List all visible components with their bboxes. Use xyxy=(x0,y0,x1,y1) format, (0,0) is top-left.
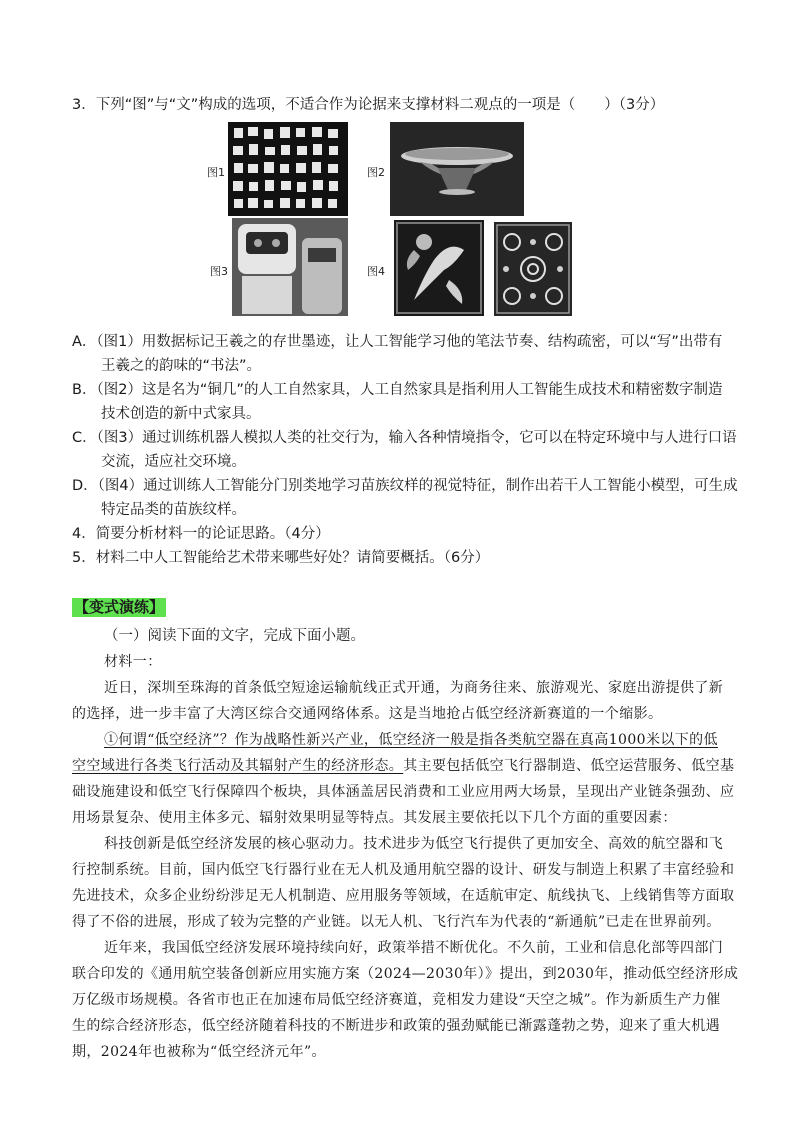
passage-p3-line-1: 科技创新是低空经济发展的核心驱动力。技术进步为低空飞行提供了更加安全、高效的航空器和飞 xyxy=(104,836,724,852)
option-b-line-2: 技术创造的新中式家具。 xyxy=(101,406,261,422)
question-5: 5．材料二中人工智能给艺术带来哪些好处？请简要概括。（6分） xyxy=(72,550,490,566)
question-4: 4．简要分析材料一的论证思路。（4分） xyxy=(72,526,330,542)
passage-p4-line-1: 近年来，我国低空经济发展环境持续向好，政策举措不断优化。不久前，工业和信息化部等四部门 xyxy=(104,940,724,956)
figure-2-label: 图2 xyxy=(367,166,385,179)
figure-1-calligraphy-image xyxy=(228,122,348,216)
passage-p4-line-4: 生的综合经济形态，低空经济随着科技的不断进步和政策的强劲赋能已渐露蓬勃之势，迎来了重大机遇 xyxy=(72,1018,720,1034)
passage-p3-line-2: 行控制系统。目前，国内低空飞行器行业在无人机及通用航空器的设计、研发与制造上积累了丰富经验和 xyxy=(72,862,735,878)
passage-p4-line-3: 万亿级市场规模。各省市也正在加速布局低空经济赛道，竞相发力建设“天空之城”。作为新质生产力催 xyxy=(72,992,721,1008)
passage-p2-line-2 xyxy=(72,757,734,775)
option-c-line-1: C．（图3）通过训练机器人模拟人类的社交行为，输入各种情境指令，它可以在特定环境中与人进行口语 xyxy=(72,430,737,446)
figure-4-label: 图4 xyxy=(367,265,385,278)
passage-p2-line-3: 础设施建设和低空飞行保障四个板块，具体涵盖居民消费和工业应用两大场景，呈现出产业链条强劲、应 xyxy=(72,784,735,800)
figure-3-robot-image xyxy=(232,218,348,316)
material-label: 材料一： xyxy=(104,654,162,670)
passage-p4-line-5: 期，2024年也被称为“低空经济元年”。 xyxy=(72,1044,326,1060)
passage-intro: （一）阅读下面的文字，完成下面小题。 xyxy=(104,628,365,644)
option-c-line-2: 交流，适应社交环境。 xyxy=(101,454,246,470)
passage-p1-line-2: 的选择，进一步丰富了大湾区综合交通网络体系。这是当地抢占低空经济新赛道的一个缩影。 xyxy=(72,706,663,722)
figure-3-label: 图3 xyxy=(210,265,228,278)
option-a-line-1: A．（图1）用数据标记王羲之的存世墨迹，让人工智能学习他的笔法节奏、结构疏密，可以“写”出带有 xyxy=(72,334,723,350)
passage-p4-line-2: 联合印发的《通用航空装备创新应用实施方案（2024—2030年）》提出，到2030年，推动低空经济形成 xyxy=(72,966,739,982)
option-d-line-2: 特定品类的苗族纹样。 xyxy=(101,502,246,518)
passage-p2-rest: 其主要包括低空飞行器制造、低空运营服务、低空基 xyxy=(403,758,735,774)
question-3-stem: 3．下列“图”与“文”构成的选项，不适合作为论据来支撑材料二观点的一项是（ ）（3分） xyxy=(72,97,665,113)
figure-4-phoenix-pattern-image xyxy=(394,220,484,316)
figure-1-label: 图1 xyxy=(207,166,225,179)
passage-p1-line-1: 近日，深圳至珠海的首条低空短途运输航线正式开通，为商务往来、旅游观光、家庭出游提供了新 xyxy=(104,680,724,696)
figure-4-floral-pattern-image xyxy=(494,222,572,316)
passage-p3-line-3: 先进技术，众多企业纷纷涉足无人机制造、应用服务等领域，在适航审定、航线执飞、上线销售等方面取 xyxy=(72,888,735,904)
option-a-line-2: 王羲之的韵味的“书法”。 xyxy=(101,358,262,374)
passage-p3-line-4: 得了不俗的进展，形成了较为完整的产业链。以无人机、飞行汽车为代表的“新通航”已走在世界前列。 xyxy=(72,914,721,930)
option-d-line-1: D．（图4）通过训练人工智能分门别类地学习苗族纹样的视觉特征，制作出若干人工智能小模型，可生成 xyxy=(72,478,738,494)
figure-2-bronze-table-image xyxy=(390,122,524,216)
option-b-line-1: B．（图2）这是名为“铜几”的人工自然家具，人工自然家具是指利用人工智能生成技术和精密数字制造 xyxy=(72,382,723,398)
passage-p2-underlined-line-1: ①何谓“低空经济”？作为战略性新兴产业，低空经济一般是指各类航空器在真高1000米以下的低 xyxy=(104,732,718,748)
passage-p2-line-4: 用场景复杂、使用主体多元、辐射效果明显等特点。其发展主要依托以下几个方面的重要因素： xyxy=(72,810,677,826)
section-heading: 【变式演练】 xyxy=(74,598,165,616)
passage-p2-underlined-line-2: 空空域进行各类飞行活动及其辐射产生的经济形态。 xyxy=(72,758,404,774)
